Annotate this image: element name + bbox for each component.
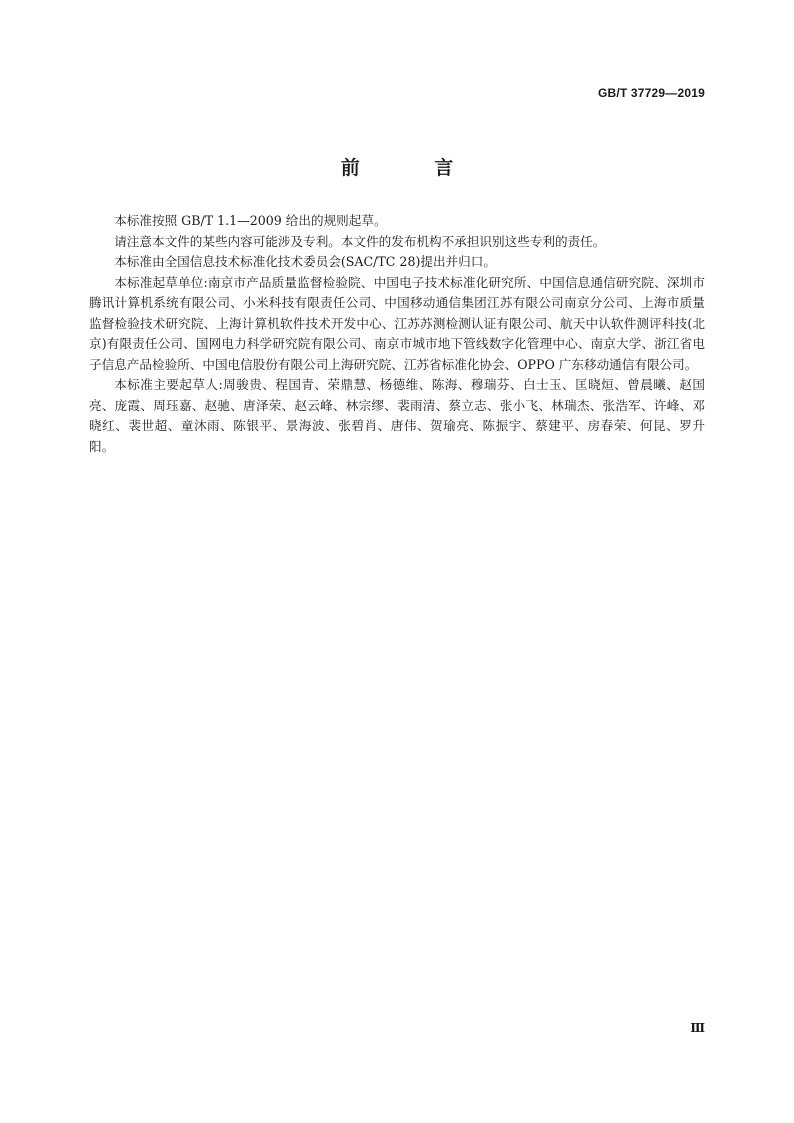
foreword-body bbox=[89, 211, 705, 457]
standard-number: GB/T 37729—2019 bbox=[597, 86, 705, 100]
paragraph-drafting-rules: 本标准按照 GB/T 1.1—2009 给出的规则起草。 bbox=[114, 213, 387, 228]
page-number: Ⅲ bbox=[690, 1021, 705, 1035]
paragraph-drafting-units: 本标准起草单位:南京市产品质量监督检验院、中国电子技术标准化研究所、中国信息通信研究院、深圳市腾讯计算机系统有限公司、小米科技有限责任公司、中国移动通信集团江苏有限公司南京分公司、上海市质量监督检验技术研究院、上海计算机软件技术开发中心、江苏苏测检测认证有限公司、航天中认软件测评科技(北京)有限责任公司、国网电力科学研究院有限公司、南京市城市地下管线数字化管理中心、南京大学、浙江省电子信息产品检验所、中国电信股份有限公司上海研究院、江苏省标准化协会、OPPO 广东移动通信有限公司。 bbox=[89, 274, 705, 372]
paragraph-patent-notice: 请注意本文件的某些内容可能涉及专利。本文件的发布机构不承担识别这些专利的责任。 bbox=[114, 233, 606, 249]
paragraph-drafters: 本标准主要起草人:周骏贵、程国青、荣鼎慧、杨德维、陈海、穆瑞芬、白士玉、匡晓烜、曾晨曦、赵国亮、庞霞、周珏嘉、赵驰、唐泽荣、赵云峰、林宗缪、裴雨清、蔡立志、张小飞、林瑞杰、张浩军、许峰、邓晓红、裴世超、童沐雨、陈银平、景海波、张碧肖、唐伟、贺瑜亮、陈振宇、蔡建平、房春荣、何昆、罗升阳。 bbox=[89, 377, 705, 454]
paragraph-proposer: 本标准由全国信息技术标准化技术委员会(SAC/TC 28)提出并归口。 bbox=[114, 254, 496, 269]
page-title: 前 言 bbox=[340, 157, 488, 179]
